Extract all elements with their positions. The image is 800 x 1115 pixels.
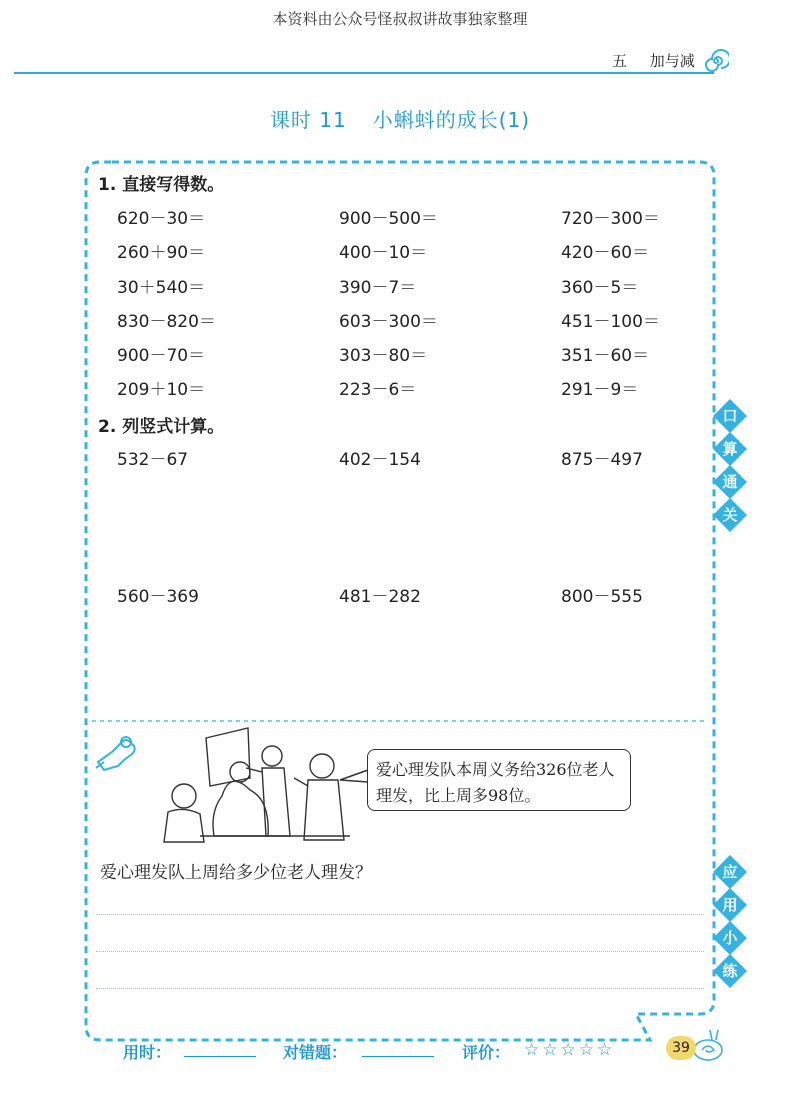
pointing-hand-icon [96,737,135,770]
mental-math-problem: 209＋10＝ [117,380,206,400]
speech-bubble-tail [340,770,368,782]
mental-math-problem: 900－500＝ [339,209,438,229]
time-used-label: 用时： [123,1043,172,1062]
vertical-calc-problem: 560－369 [117,587,199,607]
mental-math-problem: 291－9＝ [561,380,639,400]
mental-math-problem: 360－5＝ [561,278,639,298]
time-used-blank[interactable] [184,1056,256,1057]
mental-math-problem: 720－300＝ [561,209,660,229]
vertical-calc-problem: 532－67 [117,450,189,470]
lesson-name: 小蝌蚪的成长(1) [372,108,531,132]
mental-math-problem: 420－60＝ [561,243,650,263]
mental-math-problem: 603－300＝ [339,312,438,332]
mental-math-problem: 451－100＝ [561,312,660,332]
word-problem-question: 爱心理发队上周给多少位老人理发？ [100,863,372,883]
vertical-calc-problem: 402－154 [339,450,421,470]
side-tag-char: 应 [722,863,738,881]
mental-math-problem: 830－820＝ [117,312,216,332]
speech-bubble-text: 爱心理发队本周义务给326位老人理发，比上周多98位。 [376,760,615,805]
mental-math-problem: 620－30＝ [117,209,206,229]
chapter-number: 五 [612,52,628,70]
side-tag-char: 口 [722,407,738,425]
barbershop-illustration [164,728,350,842]
lesson-title [0,104,800,133]
answer-line[interactable] [96,988,704,989]
header-rule [14,72,714,74]
lesson-number: 课时 11 [269,108,347,132]
side-tag-char: 关 [722,506,738,524]
answer-line[interactable] [96,951,704,952]
mental-math-problem: 390－7＝ [339,278,417,298]
side-tag-char: 通 [722,473,738,491]
side-tag-char: 用 [722,896,738,914]
mental-math-problem: 223－6＝ [339,380,417,400]
chapter-title: 加与减 [649,52,695,70]
answer-line[interactable] [96,914,704,915]
rating-stars[interactable]: ☆☆☆☆☆ [524,1040,616,1060]
errors-label: 对错题： [283,1043,348,1062]
chapter-heading [612,50,695,71]
mental-math-problem: 260＋90＝ [117,243,206,263]
mental-math-problem: 900－70＝ [117,346,206,366]
vertical-calc-problem: 875－497 [561,450,643,470]
section-2-title: 2. 列竖式计算。 [98,417,225,437]
mental-math-problem: 30＋540＝ [117,278,206,298]
rating-label: 评价： [462,1043,511,1062]
side-tag-char: 算 [722,440,738,458]
spiral-icon [703,48,729,74]
mental-math-problem: 351－60＝ [561,346,650,366]
side-tag-char: 练 [722,962,738,980]
vertical-calc-problem: 800－555 [561,587,643,607]
mental-math-problem: 303－80＝ [339,346,428,366]
side-tag-char: 小 [722,929,738,947]
section-1-title: 1. 直接写得数。 [98,175,225,195]
errors-blank[interactable] [362,1056,434,1057]
vertical-calc-problem: 481－282 [339,587,421,607]
mental-math-problem: 400－10＝ [339,243,428,263]
page-number: 39 [666,1036,696,1060]
snail-icon [694,1030,722,1060]
top-note: 本资料由公众号怪叔叔讲故事独家整理 [272,10,528,28]
